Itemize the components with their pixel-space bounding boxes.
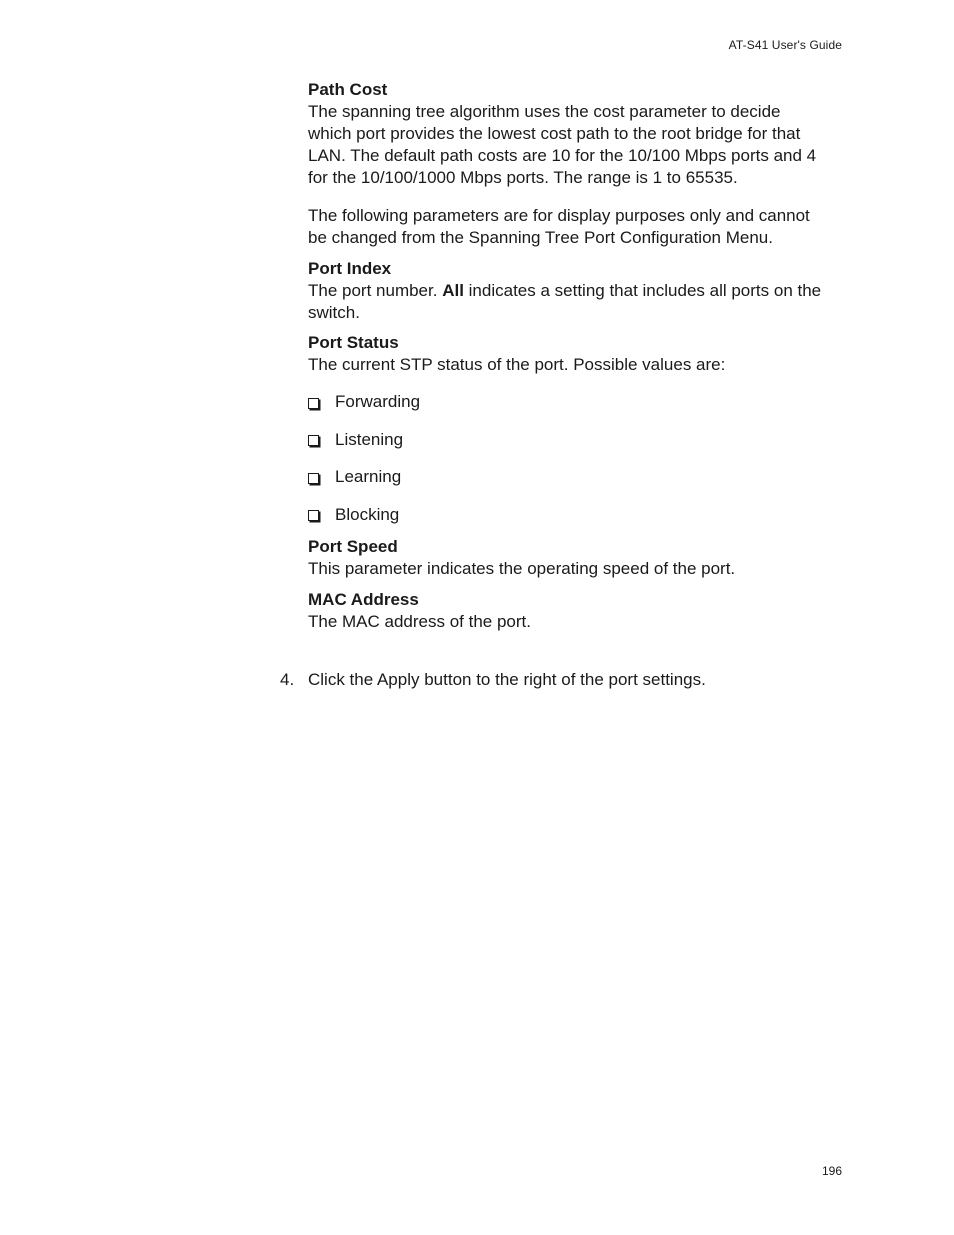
main-content (308, 79, 828, 633)
port-status-values-list (308, 391, 828, 526)
port-status-description: The current STP status of the port. Possible values are: (308, 355, 726, 374)
list-item-label: Listening (335, 429, 404, 449)
checkbox-icon (308, 510, 319, 521)
list-item-label: Forwarding (335, 392, 421, 411)
step-text: Click the Apply button to the right of the port settings. (308, 670, 706, 689)
port-index-description (308, 280, 828, 324)
checkbox-icon (308, 473, 319, 484)
port-speed-description: This parameter indicates the operating speed of the port. (308, 559, 736, 578)
path-cost-description: The spanning tree algorithm uses the cost parameter to decide which port provides the lowest cost path to the root bridge for that LAN. The default path costs are 10 for the 10/100 Mbps ports and 4 for the 10/100/1000 Mbps ports. The range is 1 to 65535. (308, 102, 817, 187)
port-index-title: Port Index (308, 259, 392, 278)
list-item-label: Blocking (335, 504, 400, 524)
list-item (308, 504, 828, 526)
step-number: 4. (280, 670, 295, 689)
mac-address-description: The MAC address of the port. (308, 612, 531, 631)
display-only-note: The following parameters are for display purposes only and cannot be changed from the Spanning Tree Port Configuration Menu. (308, 206, 810, 247)
port-status-title: Port Status (308, 333, 399, 352)
list-item (308, 429, 828, 451)
mac-address-title: MAC Address (308, 590, 419, 609)
step-4 (280, 669, 840, 691)
list-item (308, 391, 828, 413)
port-index-desc-before: The port number. (308, 281, 443, 300)
list-item-label: Learning (335, 467, 402, 486)
running-header: AT-S41 User's Guide (728, 38, 842, 52)
checkbox-icon (308, 435, 319, 446)
path-cost-title: Path Cost (308, 80, 388, 99)
page-number: 196 (821, 1164, 842, 1178)
checkbox-icon (308, 398, 319, 409)
list-item (308, 466, 828, 488)
port-speed-title: Port Speed (308, 537, 398, 556)
port-index-desc-after: indicates a setting that includes all ports on the switch. (308, 281, 822, 322)
port-index-desc-bold: All (442, 281, 464, 300)
